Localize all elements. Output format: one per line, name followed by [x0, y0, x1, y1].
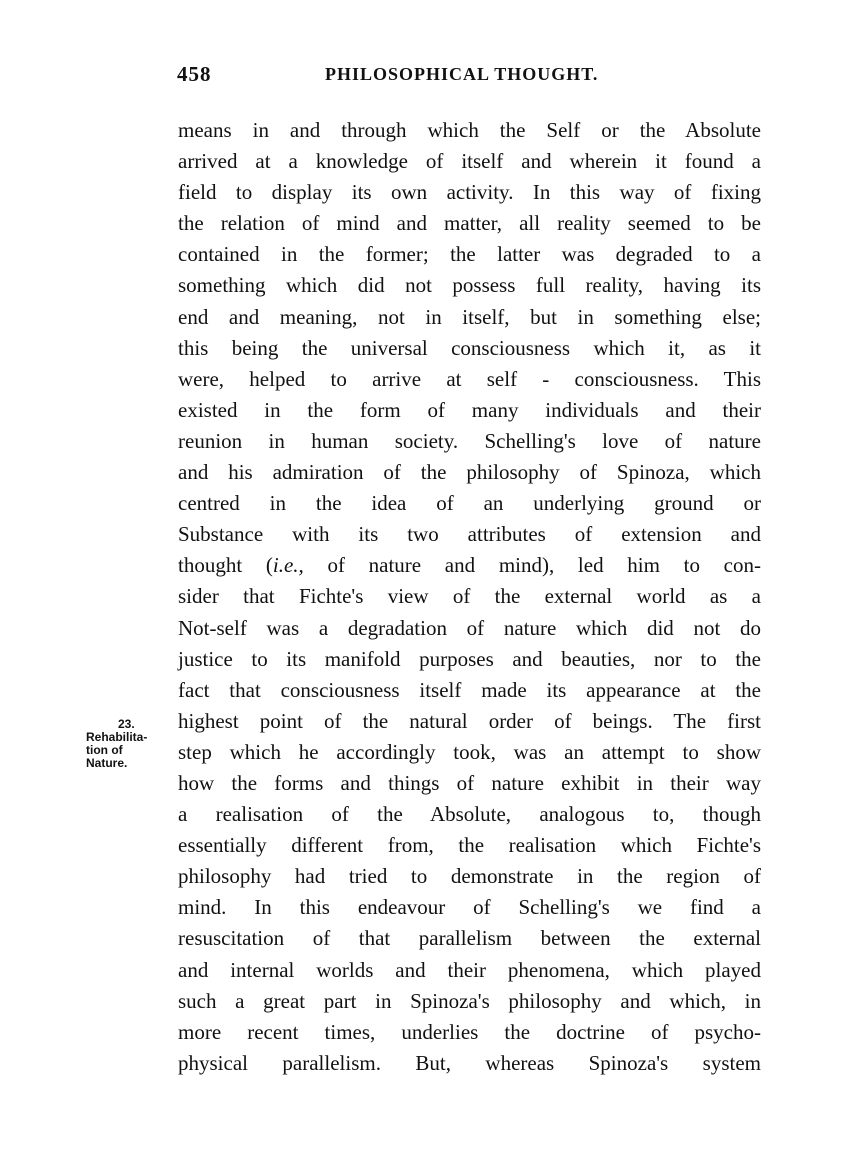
text-line: fact that consciousness itself made its appearance at the: [178, 677, 761, 702]
text-line: physical parallelism. But, whereas Spinoza's system: [178, 1050, 761, 1075]
margin-note-line: tion of: [86, 743, 123, 757]
text-line: something which did not possess full reality, having its: [178, 273, 761, 298]
running-head: PHILOSOPHICAL THOUGHT.: [325, 64, 599, 84]
text-line: and internal worlds and their phenomena, which played: [178, 957, 761, 982]
text-line: step which he accordingly took, was an attempt to show: [178, 739, 761, 764]
text-line: mind. In this endeavour of Schelling's we find a: [178, 895, 761, 920]
text-line: contained in the former; the latter was degraded to a: [178, 242, 761, 267]
text-line: end and meaning, not in itself, but in something else;: [178, 304, 761, 329]
text-line: centred in the idea of an underlying ground or: [178, 491, 761, 516]
text-line: were, helped to arrive at self - consciousness. This: [178, 366, 761, 391]
text-line: this being the universal consciousness which it, as it: [178, 335, 761, 360]
text-line: a realisation of the Absolute, analogous to, though: [178, 802, 761, 827]
margin-note-line: Rehabilita-: [86, 730, 148, 744]
text-line: justice to its manifold purposes and beauties, nor to the: [178, 646, 761, 671]
text-line: more recent times, underlies the doctrine of psycho-: [178, 1019, 761, 1044]
text-line: essentially different from, the realisation which Fichte's: [178, 833, 761, 858]
text-line: arrived at a knowledge of itself and wherein it found a: [178, 149, 761, 174]
text-line: thought (i.e., of nature and mind), led him to con-: [178, 553, 761, 578]
margin-note-number: 23.: [118, 717, 135, 731]
text-line: philosophy had tried to demonstrate in the region of: [178, 864, 761, 889]
text-line: Not-self was a degradation of nature which did not do: [178, 615, 761, 640]
text-line: Substance with its two attributes of extension and: [178, 522, 761, 547]
margin-note: [86, 718, 162, 770]
text-line: and his admiration of the philosophy of Spinoza, which: [178, 460, 761, 485]
page-number: 458: [177, 62, 212, 86]
text-line: field to display its own activity. In this way of fixing: [178, 180, 761, 205]
text-line: sider that Fichte's view of the external world as a: [178, 584, 761, 609]
margin-note-line: Nature.: [86, 756, 128, 770]
text-line: such a great part in Spinoza's philosophy and which, in: [178, 988, 761, 1013]
body-text: [178, 115, 761, 1079]
text-line: means in and through which the Self or the Absolute: [178, 118, 761, 142]
text-line: existed in the form of many individuals and their: [178, 397, 761, 422]
text-line: resuscitation of that parallelism between the external: [178, 926, 761, 951]
text-line: highest point of the natural order of beings. The first: [178, 708, 761, 733]
text-line: how the forms and things of nature exhibit in their way: [178, 770, 761, 795]
text-line: reunion in human society. Schelling's love of nature: [178, 428, 761, 453]
text-line: the relation of mind and matter, all reality seemed to be: [178, 211, 761, 236]
